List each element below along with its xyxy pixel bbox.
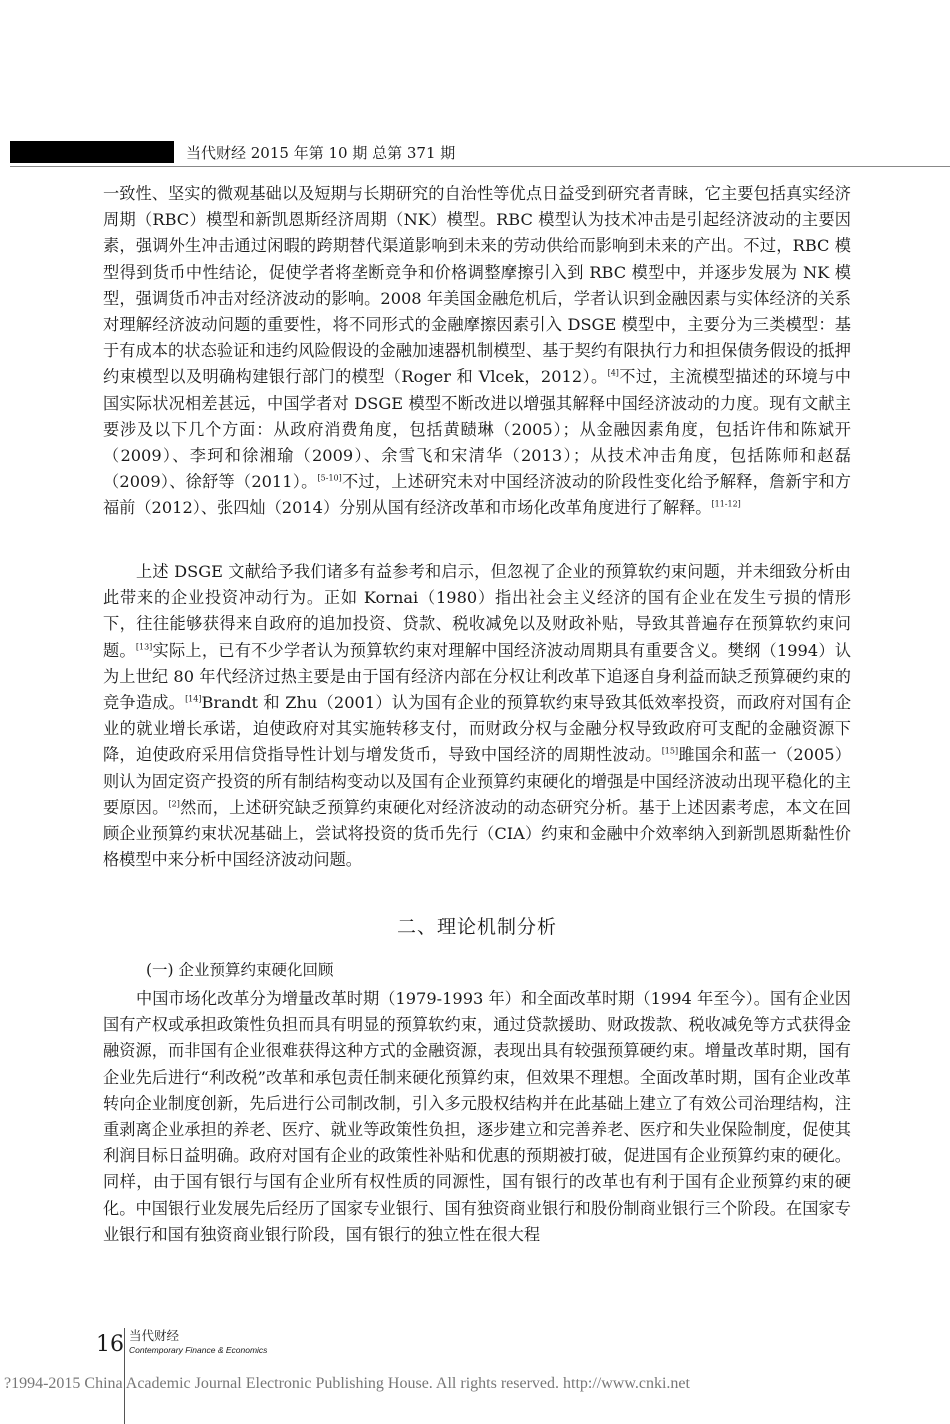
- journal-name-en: Contemporary Finance & Economics: [129, 1345, 268, 1355]
- citation[interactable]: [15]: [661, 747, 679, 757]
- copyright-notice: ?1994-2015 China Academic Journal Electronic Publishing House. All rights reserved. http://www.cnki.net: [4, 1375, 690, 1392]
- sentence: 不过，主流模型描述的环境与中国实际状况相差甚远，中国学者对 DSGE 模型不断改进以增强其解释中国经济波动的力度。现有文献主要涉及以下几个方面：从政府消费角度，包括黄赜琳（2005）；从金融因素角度，包括许伟和陈斌开（2009）、李珂和徐湘瑜（2009）、余雪飞和宋清华（2013）；从技术冲击角度，包括陈师和赵磊（2009）、徐舒等（2011）。: [103, 367, 851, 492]
- citation[interactable]: [4]: [607, 369, 619, 379]
- sentence: 然而，上述研究缺乏预算约束硬化对经济波动的动态研究分析。基于上述因素考虑，本文在回顾企业预算约束状况基础上，尝试将投资的货币先行（CIA）约束和金融中介效率纳入到新凯恩斯黏性价格模型中来分析中国经济波动问题。: [103, 797, 852, 870]
- sentence: 实际上，已有不少学者认为预算软约束对理解中国经济波动周期具有重要含义。樊纲（1994）认为上世纪 80 年代经济过热主要是由于国有经济内部在分权让利改革下追逐自身利益而缺乏预算硬约束的竞争造成。: [103, 640, 852, 713]
- journal-name-cn: 当代财经: [129, 1328, 180, 1343]
- body-block-3: [103, 986, 851, 1248]
- citation[interactable]: [2]: [168, 799, 180, 809]
- running-head: 当代财经 2015 年第 10 期 总第 371 期: [186, 144, 456, 162]
- citation[interactable]: [14]: [185, 694, 202, 704]
- page-number: 16: [96, 1332, 124, 1357]
- paragraph-reform-history: 中国市场化改革分为增量改革时期（1979-1993 年）和全面改革时期（1994 年至今）。国有企业因国有产权或承担政策性负担而具有明显的预算软约束，通过贷款援助、财政拨款、税收减免等方式获得金融资源，而非国有企业很难获得这种方式的金融资源，表现出具有较强预算硬约束。增量改革时期，国有企业先后进行“利改税”改革和承包责任制来硬化预算约束，但效果不理想。全面改革时期，国有企业改革转向企业制度创新，先后进行公司制改制，引入多元股权结构并在此基础上建立了有效公司治理结构，注重剥离企业承担的养老、医疗、就业等政策性负担，逐步建立和完善养老、医疗和失业保险制度，促使其利润目标日益明确。政府对国有企业的政策性补贴和优惠的预期被打破，促进国有企业预算约束的硬化。同样，由于国有银行与国有企业所有权性质的同源性，国有银行的改革也有利于国有企业预算约束的硬化。中国银行业发展先后经历了国家专业银行、国有独资商业银行和股份制商业银行三个阶段。在国家专业银行和国有独资商业银行阶段，国有银行的独立性在很大程: [103, 989, 851, 1244]
- section-heading: 二、理论机制分析: [396, 916, 557, 938]
- body-block-2: [103, 559, 851, 873]
- sentence: 上述 DSGE 文献给予我们诸多有益参考和启示，但忽视了企业的预算软约束问题，并未细致分析由此带来的企业投资冲动行为。正如 Kornai（1980）指出社会主义经济的国有企业在发生亏损的情形下，往往能够获得来自政府的追加投资、贷款、税收减免以及财政补贴，导致其普遍存在预算软约束问题。: [103, 562, 851, 660]
- header-divider: [10, 166, 950, 167]
- citation[interactable]: [13]: [135, 642, 153, 652]
- sentence: 一致性、坚实的微观基础以及短期与长期研究的自治性等优点日益受到研究者青睐，它主要包括真实经济周期（RBC）模型和新凯恩斯经济周期（NK）模型。RBC 模型认为技术冲击是引起经济波动的主要因素，强调外生冲击通过闲暇的跨期替代渠道影响到未来的劳动供给而影响到未来的产出。不过，RBC 模型得到货币中性结论，促使学者将垄断竞争和价格调整摩擦引入到 RBC 模型中，并逐步发展为 NK 模型，强调货币冲击对经济波动的影响。2008 年美国金融危机后，学者认识到金融因素与实体经济的关系对理解经济波动问题的重要性，将不同形式的金融摩擦因素引入 DSGE 模型中，主要分为三类模型：基于有成本的状态验证和违约风险假设的金融加速器机制模型、基于契约有限执行力和担保债务假设的抵押约束模型以及明确构建银行部门的模型（Roger 和 Vlcek，2012）。: [103, 184, 851, 387]
- paragraph-literature-review: [103, 181, 851, 522]
- paragraph-soft-budget: [103, 559, 851, 873]
- sentence: 雎国余和蓝一（2005）则认为固定资产投资的所有制结构变动以及国有企业预算约束硬化的增强是中国经济波动出现平稳化的主要原因。: [103, 745, 852, 817]
- citation[interactable]: [5-10]: [317, 473, 342, 483]
- subsection-heading: (一) 企业预算约束硬化回顾: [146, 961, 334, 979]
- sentence: Brandt 和 Zhu（2001）认为国有企业的预算软约束导致其低效率投资，而政府对国有企业的就业增长承诺，迫使政府对其实施转移支付，而财政分权与金融分权导致政府可支配的金融资源下降，迫使政府采用信贷指导性计划与增发货币，导致中国经济的周期性波动。: [103, 693, 852, 765]
- citation[interactable]: [11-12]: [711, 500, 741, 510]
- header-black-bar: [10, 141, 174, 163]
- body-block-1: [103, 181, 851, 522]
- sentence: 不过，上述研究未对中国经济波动的阶段性变化给予解释，詹新宇和方福前（2012）、张四灿（2014）分别从国有经济改革和市场化改革角度进行了解释。: [103, 472, 851, 518]
